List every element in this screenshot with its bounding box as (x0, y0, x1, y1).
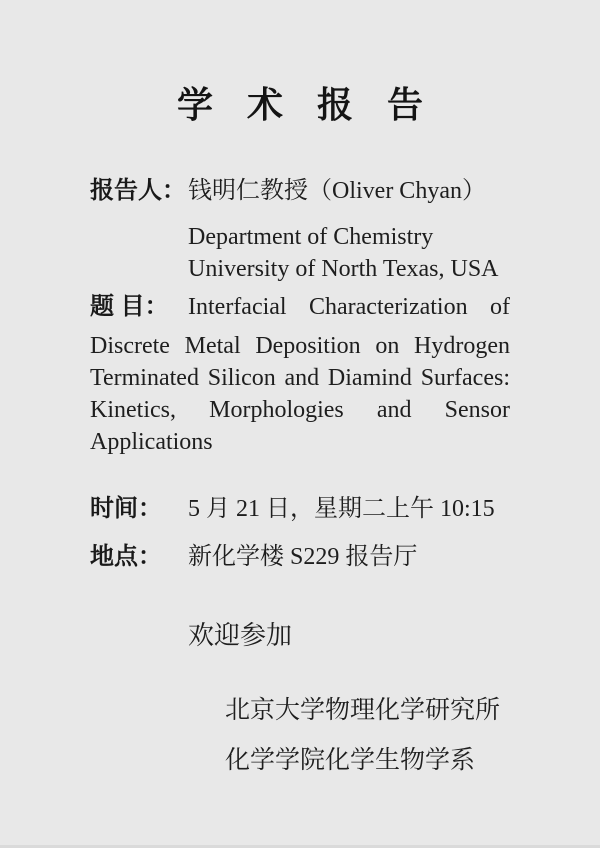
welcome-message: 欢迎参加 (188, 621, 293, 650)
topic-title-line: Interfacial Characterization of (188, 294, 510, 320)
topic-title-line: Discrete Metal Deposition on Hydrogen (90, 333, 510, 359)
organizer-department: 化学学院化学生物学系 (225, 747, 476, 774)
organizer-institute: 北京大学物理化学研究所 (225, 697, 501, 724)
speaker-affiliation-department: Department of Chemistry (188, 224, 434, 250)
topic-title-line: Terminated Silicon and Diamind Surfaces: (90, 365, 510, 391)
time-label: 时间： (90, 495, 162, 522)
speaker-name: 钱明仁教授（Oliver Chyan） (188, 178, 486, 204)
time-value: 5 月 21 日，星期二上午 10:15 (188, 496, 495, 522)
venue-label: 地点： (90, 543, 162, 570)
topic-title-line: Kinetics, Morphologies and Sensor (90, 397, 510, 423)
topic-row (90, 291, 510, 323)
speaker-label: 报告人： (90, 177, 186, 204)
venue-row (90, 541, 510, 573)
time-row (90, 493, 510, 525)
topic-title-line: Applications (90, 429, 213, 455)
venue-value: 新化学楼 S229 报告厅 (188, 544, 418, 570)
topic-label: 题 目： (90, 293, 169, 320)
speaker-row (90, 175, 510, 207)
page-title: 学术报告 (176, 84, 457, 125)
speaker-affiliation-university: University of North Texas, USA (188, 256, 499, 282)
